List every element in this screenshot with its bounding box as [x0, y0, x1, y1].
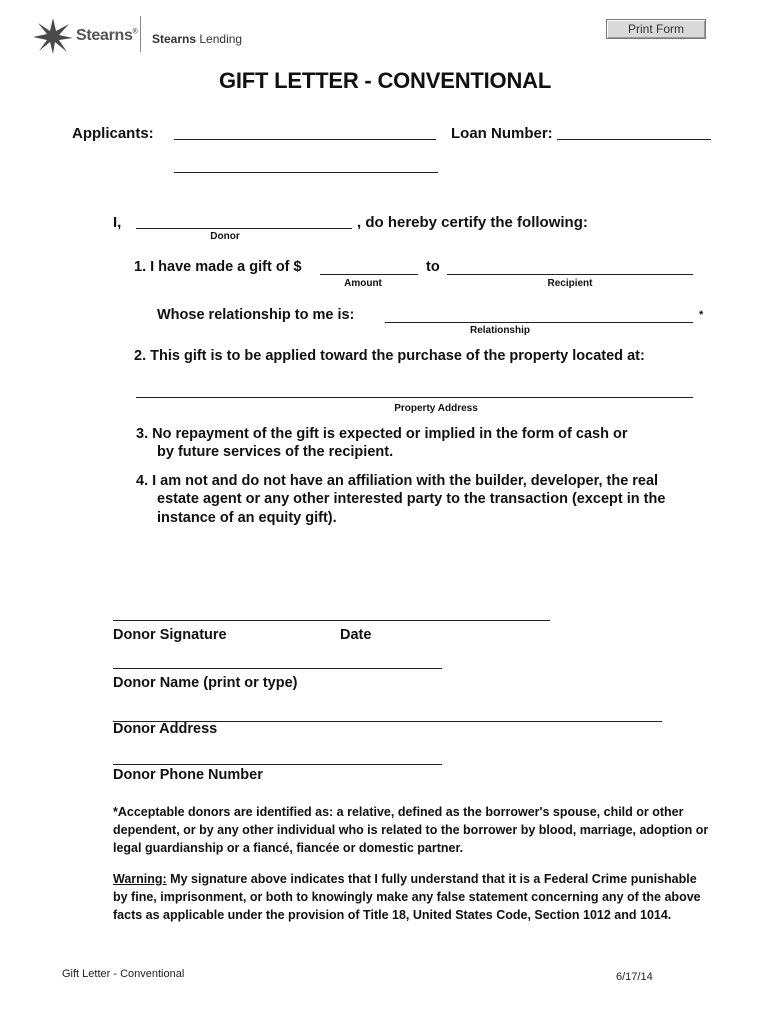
loan-number-label: Loan Number: — [451, 125, 553, 142]
brand-subtitle — [152, 32, 242, 46]
footer-date: 6/17/14 — [616, 971, 653, 983]
warning-line-2: by fine, imprisonment, or both to knowingly make any false statement concerning any of the above — [113, 890, 701, 904]
loan-number-field[interactable] — [557, 139, 711, 140]
item-4-line-2: estate agent or any other interested party to the transaction (except in the — [157, 491, 666, 507]
applicants-field-2[interactable] — [174, 172, 438, 173]
donor-name-label: Donor Name (print or type) — [113, 675, 298, 691]
property-address-field[interactable] — [136, 397, 693, 398]
stearns-star-logo-icon — [33, 18, 73, 54]
date-label: Date — [340, 627, 372, 643]
donor-signature-line[interactable] — [113, 620, 550, 621]
recipient-caption: Recipient — [547, 278, 593, 289]
print-form-button[interactable]: Print Form — [606, 19, 706, 39]
item-2-text: 2. This gift is to be applied toward the purchase of the property located at: — [134, 348, 645, 364]
donor-phone-label: Donor Phone Number — [113, 767, 263, 783]
brand-subtitle-bold: Stearns — [152, 32, 197, 46]
donor-phone-line[interactable] — [113, 764, 442, 765]
recipient-field[interactable] — [447, 274, 693, 275]
relationship-label: Whose relationship to me is: — [157, 307, 355, 323]
page-title: GIFT LETTER - CONVENTIONAL — [218, 68, 552, 93]
relationship-asterisk: * — [699, 309, 704, 321]
brand-name: Stearns® — [76, 27, 138, 44]
gift-amount-field[interactable] — [320, 274, 418, 275]
to-label: to — [426, 259, 440, 275]
donor-signature-label: Donor Signature — [113, 627, 227, 643]
relationship-caption: Relationship — [469, 325, 530, 336]
warning-line-1 — [113, 870, 697, 888]
warning-text-1: My signature above indicates that I fully understand that it is a Federal Crime punishable — [166, 872, 697, 886]
item-1-text: 1. I have made a gift of $ — [134, 259, 302, 275]
certify-i-label: I, — [113, 214, 122, 231]
applicants-label: Applicants: — [72, 125, 154, 142]
acceptable-donors-line-2: dependent, or by any other individual who is related to the borrower by blood, marriage, adoption or — [113, 823, 709, 837]
item-4-line-3: instance of an equity gift). — [157, 510, 337, 526]
donor-caption: Donor — [210, 231, 240, 242]
warning-line-3: facts as applicable under the provision of Title 18, United States Code, Section 1012 and 1014. — [113, 908, 672, 922]
brand-subtitle-rest: Lending — [199, 32, 243, 46]
acceptable-donors-line-1: *Acceptable donors are identified as: a relative, defined as the borrower's spouse, child or other — [113, 805, 684, 819]
relationship-field[interactable] — [385, 322, 693, 323]
donor-name-print-line[interactable] — [113, 668, 442, 669]
warning-label: Warning: — [113, 872, 167, 886]
footer-form-name: Gift Letter - Conventional — [62, 968, 185, 980]
certify-phrase: , do hereby certify the following: — [357, 214, 588, 231]
brand-registered-mark: ® — [132, 28, 138, 36]
item-3-line-1: 3. No repayment of the gift is expected or implied in the form of cash or — [136, 426, 628, 442]
amount-caption: Amount — [344, 278, 382, 289]
donor-name-field[interactable] — [136, 228, 352, 229]
item-4-line-1: 4. I am not and do not have an affiliation with the builder, developer, the real — [136, 473, 659, 489]
acceptable-donors-line-3: legal guardianship or a fiancé, fiancée or domestic partner. — [113, 841, 464, 855]
logo-divider — [140, 16, 141, 52]
applicants-field-1[interactable] — [174, 139, 436, 140]
item-3-line-2: by future services of the recipient. — [157, 444, 394, 460]
property-address-caption: Property Address — [394, 403, 478, 414]
donor-address-label: Donor Address — [113, 721, 218, 737]
